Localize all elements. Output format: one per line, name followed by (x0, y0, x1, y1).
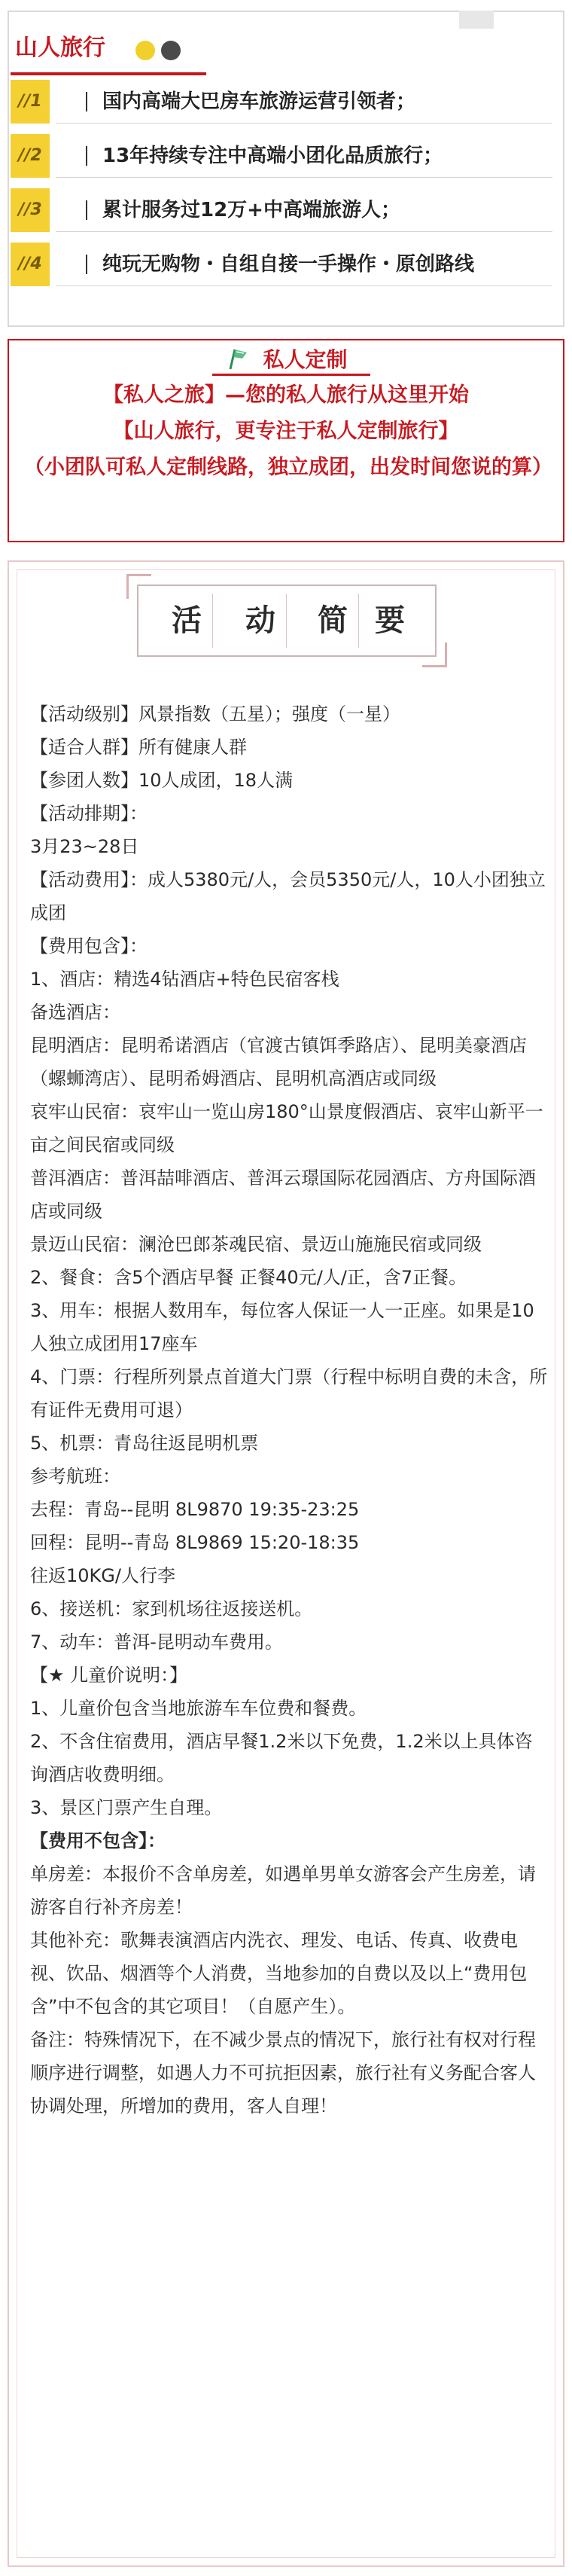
feature-item (11, 243, 552, 286)
corner-decoration (422, 642, 447, 667)
activity-line: 【参团人数】10人成团，18人满 (30, 770, 294, 791)
activity-line: 1、儿童价包含当地旅游车车位费和餐费。 (30, 1698, 367, 1719)
activity-line: 【活动排期】： (30, 803, 148, 824)
corner-decoration (126, 574, 151, 599)
activity-line: 【适合人群】所有健康人群 (30, 737, 247, 758)
feature-item (11, 188, 552, 232)
activity-title-char: 动 (245, 603, 275, 638)
activity-line: 备选酒店： (30, 1002, 120, 1023)
feature-number-badge: //3 (11, 188, 50, 232)
feature-divider (86, 92, 87, 111)
activity-line: 1、酒店：精选4钻酒店+特色民宿客栈 (30, 969, 339, 990)
activity-line: 参考航班： (30, 1466, 120, 1487)
private-custom-box (8, 339, 564, 542)
feature-rule (56, 123, 552, 124)
activity-line: 【费用不包含】： (30, 1830, 166, 1851)
card-tab-decoration (459, 11, 494, 29)
feature-divider (86, 255, 87, 274)
activity-title-char: 活 (172, 603, 202, 638)
activity-line: 2、不含住宿费用，酒店早餐1.2米以下免费，1.2米以上具体咨询酒店收费明细。 (30, 1731, 533, 1785)
activity-line: 去程：青岛--昆明 8L9870 19:35-23:25 (30, 1499, 360, 1520)
activity-line: 5、机票：青岛往返昆明机票 (30, 1433, 259, 1454)
activity-section (8, 560, 564, 2567)
feature-divider (86, 200, 87, 220)
custom-line-2: 【山人旅行，更专注于私人定制旅行】 (113, 420, 459, 443)
feature-number-badge: //4 (11, 243, 50, 286)
brand-title-wrap (15, 27, 211, 69)
custom-title-underline (212, 374, 370, 376)
activity-line: 【活动级别】风景指数（五星）；强度（一星） (30, 704, 400, 725)
feature-text: 国内高端大巴房车旅游运营引领者； (102, 90, 416, 113)
title-divider (212, 594, 213, 648)
activity-line: 哀牢山民宿：哀牢山一览山房180°山景度假酒店、哀牢山新平一亩之间民宿或同级 (30, 1101, 543, 1155)
activity-line: 普洱酒店：普洱喆啡酒店、普洱云璟国际花园酒店、方舟国际酒店或同级 (30, 1167, 536, 1222)
title-divider (286, 594, 287, 648)
activity-title-char: 简 (318, 603, 348, 638)
feature-rule (56, 177, 552, 178)
feature-divider (86, 146, 87, 166)
custom-line-1: 【私人之旅】—您的私人旅行从这里开始 (103, 383, 469, 407)
activity-line: 备注：特殊情况下，在不减少景点的情况下，旅行社有权对行程顺序进行调整，如遇人力不可抗拒因素，旅行社有义务配合客人协调处理，所增加的费用，客人自理！ (30, 2029, 536, 2117)
feature-text: 累计服务过12万+中高端旅游人； (102, 199, 400, 221)
activity-title-box (137, 584, 437, 657)
feature-rule (56, 231, 552, 232)
feature-number-badge: //1 (11, 80, 50, 124)
activity-line: 3、景区门票产生自理。 (30, 1797, 223, 1818)
activity-line: 其他补充：歌舞表演酒店内洗衣、理发、电话、传真、收费电视、饮品、烟酒等个人消费，当地参加的自费以及以上“费用包含”中不包含的其它项目！（自愿产生）。 (30, 1930, 528, 2017)
activity-line: 景迈山民宿：澜沧巴郎茶魂民宿、景迈山施施民宿或同级 (30, 1234, 482, 1255)
activity-line: 6、接送机：家到机场往返接送机。 (30, 1598, 313, 1619)
activity-line: 2、餐食：含5个酒店早餐 正餐40元/人/正，含7正餐。 (30, 1267, 467, 1288)
custom-title: 私人定制 (263, 347, 348, 372)
yellow-dot-icon (135, 41, 155, 60)
activity-line: 3月23~28日 (30, 836, 139, 857)
activity-line: 4、门票：行程所列景点首道大门票（行程中标明自费的未含，所有证件无费用可退） (30, 1366, 548, 1421)
activity-line: 【费用包含】： (30, 935, 148, 957)
brand-title-underline (11, 72, 206, 75)
feature-item (11, 134, 552, 178)
brand-title: 山人旅行 (15, 35, 105, 61)
custom-line-3: （小团队可私人定制线路，独立成团，出发时间您说的算） (24, 456, 552, 479)
feature-text: 纯玩无购物・自组自接一手操作・原创路线 (102, 253, 475, 276)
gray-dot-icon (161, 41, 181, 60)
activity-body (30, 697, 549, 2123)
activity-line: 昆明酒店：昆明希诺酒店（官渡古镇饵季路店）、昆明美豪酒店（螺蛳湾店）、昆明希姆酒店、昆明机高酒店或同级 (30, 1035, 527, 1089)
activity-title-char: 要 (375, 603, 405, 638)
activity-line: 单房差：本报价不含单房差，如遇单男单女游客会产生房差，请游客自行补齐房差！ (30, 1863, 536, 1918)
activity-line: 3、用车：根据人数用车，每位客人保证一人一正座。如果是10人独立成团用17座车 (30, 1300, 534, 1354)
activity-line: 【★ 儿童价说明：】 (30, 1665, 188, 1686)
activity-line: 回程：昆明--青岛 8L9869 15:20-18:35 (30, 1532, 360, 1553)
custom-heading (9, 343, 563, 374)
feature-number-badge: //2 (11, 134, 50, 178)
activity-line: 往返10KG/人行李 (30, 1565, 175, 1586)
feature-rule (56, 285, 552, 286)
feature-item (11, 80, 552, 124)
title-divider (358, 594, 359, 648)
activity-line: 7、动车：普洱-昆明动车费用。 (30, 1631, 283, 1653)
activity-line: 【活动费用】：成人5380元/人，会员5350元/人，10人小团独立成团 (30, 869, 546, 923)
feature-text: 13年持续专注中高端小团化品质旅行； (102, 145, 443, 167)
flag-icon (224, 345, 251, 372)
